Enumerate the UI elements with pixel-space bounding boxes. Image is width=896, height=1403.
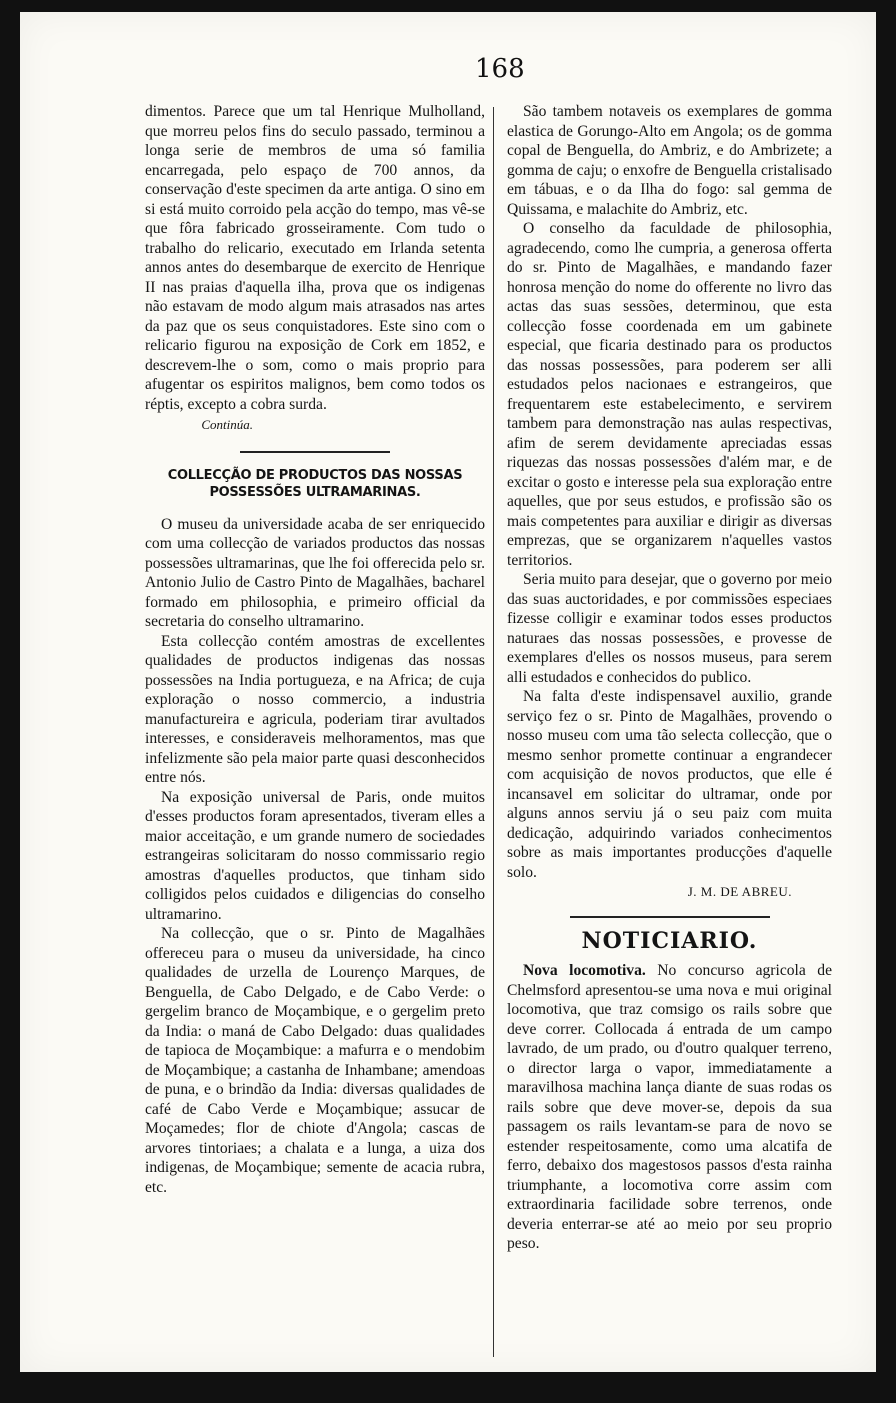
paragraph: O museu da universidade acaba de ser enriquecido com uma collecção de variados productos das nossas possessões ultramarinas, que lhe foi offerecida pelo sr. Antonio Julio de Castro Pinto de Magalhães, bacharel formado em philosophia, e primeiro official da secretaria do conselho ultramarino. <box>145 515 485 630</box>
newspaper-page <box>20 12 876 1372</box>
paragraph: Na exposição universal de Paris, onde muitos d'esses productos foram apresentados, tiveram elles a maior acceitação, e um grande numero de sociedades estrangeiras solicitaram do nosso commissario regio amostras d'aquelles productos, que tinham sido colligidos pelos cuidados e diligencias do conselho ultramarino. <box>145 788 485 923</box>
section-divider <box>570 916 770 918</box>
section-title-collection: COLLECÇÃO DE PRODUCTOS DAS NOSSAS POSSESSÕES ULTRAMARINAS. <box>167 467 463 500</box>
news-body: No concurso agricola de Chelmsford apresentou-se uma nova e mui original locomotiva, que traz comsigo os rails sobre que deve correr. Collocada á entrada de um campo lavrado, de um prado, ou d'outro qualquer terreno, o director larga o vapor, immediatamente a maravilhosa machina lança diante de suas rodas os rails sobre que deve mover-se, depois da sua passagem os rails levantam-se para de novo se estender respeitosamente, como uma alcatifa de ferro, debaixo dos magestosos passos d'esta rainha triumphante, a locomotiva corre assim com extraordinaria facilidade sobre terrenos, onde deveria enterrar-se até ao meio por seu proprio peso. <box>507 962 833 1252</box>
paragraph: Na falta d'este indispensavel auxilio, grande serviço fez o sr. Pinto de Magalhães, provendo o nosso museu com uma tão selecta collecção, que o mesmo senhor promette continuar a engrandecer com acquisição de novos productos, que elle é incansavel em solicitar do ultramar, onde por alguns annos serviu já o seu paiz com muita dedicação, adquirindo variados conhecimentos sobre as mais importantes producções d'aquelle solo. <box>507 688 832 881</box>
paragraph: Seria muito para desejar, que o governo por meio das suas auctoridades, e por commissões especiaes fizesse colligir e examinar todos esses productos naturaes das nossas possessões, e provesse de exemplares d'elles os nossos museus, para serem alli estudados e conhecidos do publico. <box>507 571 832 686</box>
news-paragraph <box>507 961 832 1254</box>
paragraph: O conselho da faculdade de philosophia, agradecendo, como lhe cumpria, a generosa offerta do sr. Pinto de Magalhães, e mandando fazer honrosa menção do nome do offerente no livro das actas das suas sessões, determinou, que esta collecção fosse coordenada em um gabinete especial, que ficaria destinado para os productos das nossas possessões, para poderem ser alli estudados pelos nacionaes e estrangeiros, que frequentarem este estabelecimento, e servirem tambem para demonstração nas aulas respectivas, afim de serem devidamente apreciadas essas riquezas das nossas possessões d'além mar, e de excitar o gosto e interesse pela sua exploração entre aquelles, que por seus estudos, e profissão são os mais competentes para auxiliar e dirigir as diversas emprezas, que se organizarem n'aquelles vastos territorios. <box>507 220 832 569</box>
news-subhead: Nova locomotiva. <box>523 962 646 979</box>
section-title-noticiario: NOTICIARIO. <box>581 927 758 954</box>
paragraph: Na collecção, que o sr. Pinto de Magalhães offereceu para o museu da universidade, ha cinco qualidades de urzella de Lourenço Marques, de Benguella, de Cabo Delgado, e de Cabo Verde: o gergelim branco de Moçambique, e o gergelim preto da India: o maná de Cabo Delgado: duas qualidades de tapioca de Moçambique: a mafurra e o mendobim de Moçambique; a castanha de Inhambane; amendoas de puna, e o brindão da India: diversas qualidades de café de Cabo Verde e Moçambique; assucar de Moçamedes; flor de chiote d'Angola; cascas de arvores tintoriaes; a chalata e a lunga, a uiza dos indigenas, de Moçambique; semente de acacia rubra, etc. <box>145 925 485 1196</box>
left-column <box>145 102 485 1197</box>
article-continuation-paragraph: dimentos. Parece que um tal Henrique Mulholland, que morreu pelos fins do seculo passado, terminou a longa serie de membros de uma só familia encarregada, pelo espaço de 700 annos, da conservação d'este specimen da arte antiga. O sino em si está muito corroido pela acção do tempo, mas vê-se que fôra fabricado grosseiramente. Com tudo o trabalho do relicario, executado em Irlanda setenta annos antes do desembarque de exercito de Henrique II nas praias d'aquella ilha, prova que os indigenas não estavam de modo algum mais atrasados nas artes da paz que os seus conquistadores. Este sino com o relicario figurou na exposição de Cork em 1852, e descrevem-lhe o som, como o mais proprio para afugentar os espiritos malignos, bem como todos os réptis, excepto a cobra surda. <box>145 103 485 413</box>
continua-note: Continúa. <box>201 417 253 432</box>
right-column <box>507 102 832 1254</box>
page-number: 168 <box>475 54 525 84</box>
column-divider <box>493 107 494 1357</box>
paragraph: São tambem notaveis os exemplares de gomma elastica de Gorungo-Alto em Angola; os de gomma copal de Benguella, do Ambriz, e do Ambrizete; a gomma de caju; o enxofre de Benguella cristalisado em tábuas, e o da Ilha do fogo: sal gemma de Quissama, e malachite do Ambriz, etc. <box>507 103 832 218</box>
section-divider <box>240 451 390 453</box>
author-signature: J. M. DE ABREU. <box>687 884 792 899</box>
paragraph: Esta collecção contém amostras de excellentes qualidades de productos indigenas das nossas possessões na India portugueza, e na Africa; de cuja exploração o nosso commercio, a industria manufactureira e agricula, poderiam tirar avultados interesses, e consideraveis melhoramentos, mas que infelizmente são pela maior parte quasi desconhecidos entre nós. <box>145 632 485 786</box>
